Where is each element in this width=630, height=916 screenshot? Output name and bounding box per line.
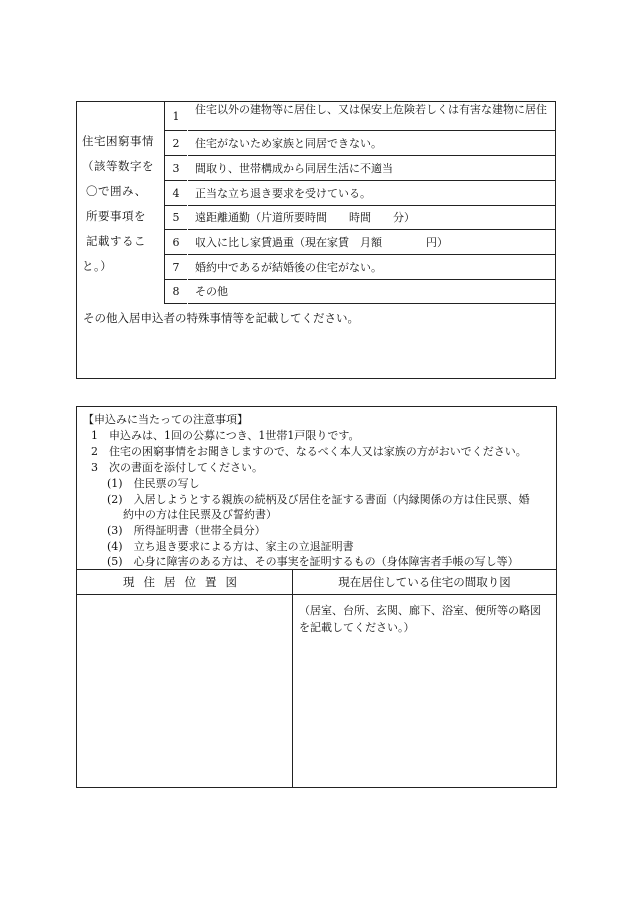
special-circumstances-field[interactable] bbox=[77, 304, 555, 378]
item-number[interactable]: 8 bbox=[165, 280, 187, 304]
item-text[interactable]: 収入に比し家賃過重（現在家賃 月額 円） bbox=[188, 230, 555, 255]
floor-plan-area[interactable] bbox=[293, 595, 556, 787]
item-text: 婚約中であるが結婚後の住宅がない。 bbox=[188, 255, 555, 280]
note-subitem: (4) 立ち退き要求による方は、家主の立退証明書 bbox=[107, 540, 354, 553]
hardship-label-line: と。） bbox=[82, 259, 113, 273]
item-text: 住宅以外の建物等に居住し、又は保安上危険若しくは有害な建物に居住 bbox=[188, 102, 555, 131]
floor-plan-instruction: （居室、台所、玄関、廊下、浴室、便所等の略図 bbox=[299, 604, 541, 617]
item-number[interactable]: 1 bbox=[165, 102, 187, 131]
notes-title: 【申込みに当たっての注意事項】 bbox=[83, 413, 248, 426]
hardship-label bbox=[77, 102, 165, 304]
item-text[interactable]: 遠距離通勤（片道所要時間 時間 分） bbox=[188, 206, 555, 230]
note-subitem: (2) 入居しようとする親族の続柄及び居住を証する書面（内縁関係の方は住民票、婚 bbox=[107, 493, 530, 506]
note-item: 1 申込みは、1回の公募につき、1世帯1戸限りです。 bbox=[91, 429, 360, 442]
application-notes bbox=[77, 407, 556, 570]
floor-plan-header: 現在居住している住宅の間取り図 bbox=[293, 569, 556, 595]
note-subitem: (1) 住民票の写し bbox=[107, 477, 200, 490]
item-number[interactable]: 5 bbox=[165, 206, 187, 230]
item-number[interactable]: 7 bbox=[165, 255, 187, 280]
note-subitem-continued: 約中の方は住民票及び誓約書） bbox=[123, 508, 277, 521]
hardship-label-line: （該等数字を bbox=[82, 159, 154, 173]
item-number[interactable]: 2 bbox=[165, 131, 187, 156]
item-number[interactable]: 6 bbox=[165, 230, 187, 255]
item-text: 間取り、世帯構成から同居生活に不適当 bbox=[188, 156, 555, 181]
note-item: 2 住宅の困窮事情をお聞きしますので、なるべく本人又は家族の方がおいでください。 bbox=[91, 445, 527, 458]
floor-plan-instruction: を記載してください。） bbox=[299, 621, 415, 634]
hardship-label-line: 〇で囲み、 bbox=[86, 184, 147, 198]
hardship-label-line: 所要事項を bbox=[86, 209, 146, 223]
special-circumstances-note: その他入居申込者の特殊事情等を記載してください。 bbox=[83, 311, 359, 325]
item-text: その他 bbox=[188, 280, 555, 304]
housing-hardship-table bbox=[76, 101, 556, 379]
item-number[interactable]: 4 bbox=[165, 181, 187, 206]
item-text: 住宅がないため家族と同居できない。 bbox=[188, 131, 555, 156]
notes-and-diagrams-table bbox=[76, 406, 557, 788]
item-text: 正当な立ち退き要求を受けている。 bbox=[188, 181, 555, 206]
location-map-area[interactable] bbox=[77, 595, 293, 787]
note-subitem: (5) 心身に障害のある方は、その事実を証明するもの（身体障害者手帳の写し等） bbox=[107, 555, 519, 568]
location-map-header: 現住居位置図 bbox=[77, 569, 293, 595]
hardship-label-line: 記載するこ bbox=[86, 234, 146, 248]
item-number[interactable]: 3 bbox=[165, 156, 187, 181]
hardship-label-line: 住宅困窮事情 bbox=[82, 134, 154, 148]
note-item: 3 次の書面を添付してください。 bbox=[91, 461, 263, 474]
note-subitem: (3) 所得証明書（世帯全員分） bbox=[107, 524, 266, 537]
